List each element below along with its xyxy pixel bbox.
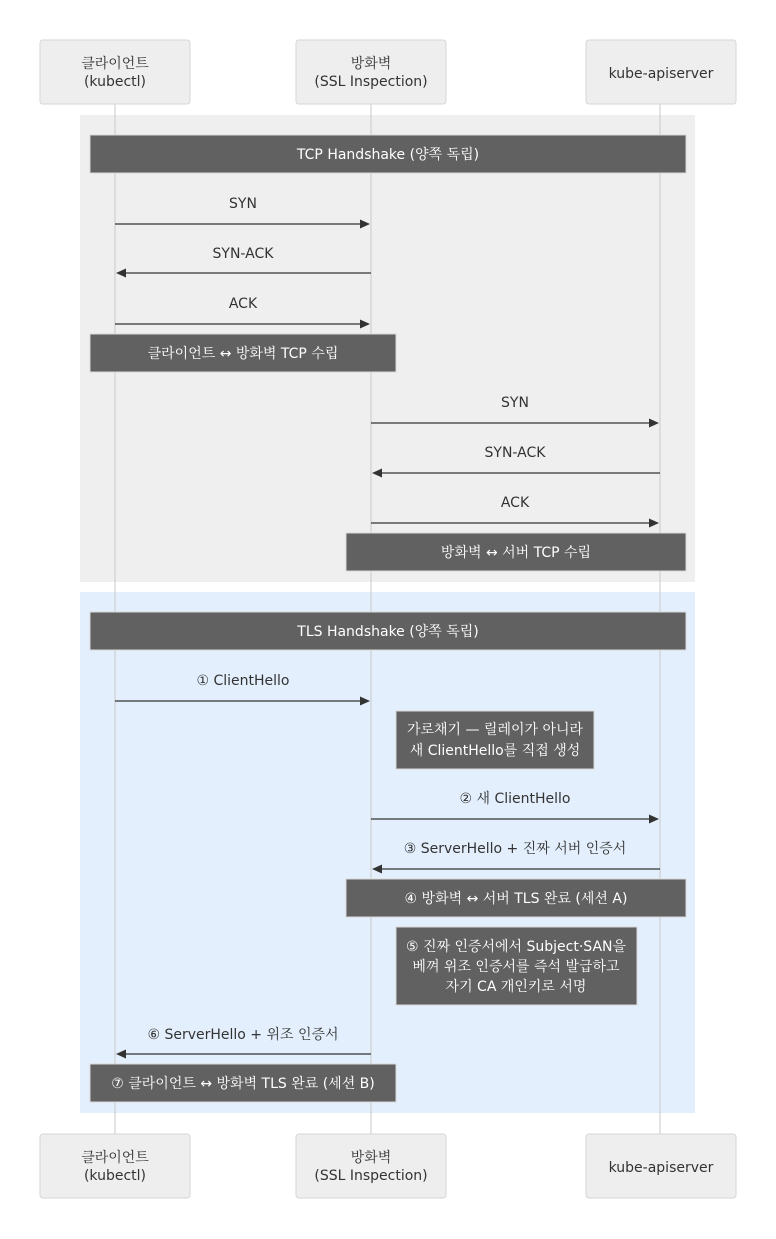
tcp-section-header [90, 135, 686, 173]
note-tls-session-b [90, 1064, 396, 1102]
note-tcp-firewall-server [346, 533, 686, 571]
actor-client-top-name: 클라이언트 [81, 56, 149, 72]
note-tls-intercept [396, 711, 594, 769]
actor-firewall-bottom-subtitle: (SSL Inspection) [314, 1168, 428, 1184]
actor-client-bottom-name: 클라이언트 [81, 1150, 149, 1166]
message-label: SYN [501, 395, 529, 411]
note-text: ⑤ 진짜 인증서에서 Subject·SAN을 [405, 939, 627, 955]
message-tls-serverhello-real [372, 840, 660, 874]
actor-client-bottom [40, 1134, 190, 1198]
actor-firewall-top-subtitle: (SSL Inspection) [314, 74, 428, 90]
note-text: 새 ClientHello를 직접 생성 [409, 743, 581, 759]
message-label: ACK [500, 495, 530, 511]
note-text: ⑦ 클라이언트 ↔ 방화벽 TLS 완료 (세션 B) [111, 1076, 375, 1092]
actor-firewall-top [296, 40, 446, 104]
actor-client-top-subtitle: (kubectl) [83, 74, 147, 90]
note-tls-forge-cert [396, 927, 637, 1005]
actor-client-top [40, 40, 190, 104]
message-label: ① ClientHello [196, 673, 290, 689]
message-label: ACK [228, 296, 258, 312]
tcp-section-header-text: TCP Handshake (양쪽 독립) [296, 147, 480, 163]
message-label: ③ ServerHello + 진짜 서버 인증서 [403, 841, 627, 857]
message-tls-serverhello-forged [116, 1026, 371, 1059]
message-label: ② 새 ClientHello [459, 791, 571, 807]
message-label: ⑥ ServerHello + 위조 인증서 [147, 1027, 339, 1043]
actor-client-bottom-subtitle: (kubectl) [83, 1168, 147, 1184]
note-text: 자기 CA 개인키로 서명 [445, 979, 587, 995]
note-text: 클라이언트 ↔ 방화벽 TCP 수립 [147, 346, 339, 362]
actor-server-bottom-name: kube-apiserver [608, 1160, 714, 1176]
note-text: ④ 방화벽 ↔ 서버 TLS 완료 (세션 A) [404, 891, 628, 907]
actor-server-bottom [586, 1134, 736, 1198]
actor-server-top-name: kube-apiserver [608, 66, 714, 82]
message-label: SYN-ACK [212, 246, 274, 262]
actor-firewall-bottom-name: 방화벽 [350, 1150, 392, 1166]
message-label: SYN [229, 196, 257, 212]
actor-firewall-top-name: 방화벽 [350, 56, 392, 72]
actor-server-top [586, 40, 736, 104]
actor-firewall-bottom [296, 1134, 446, 1198]
tls-section-header [90, 612, 686, 650]
tls-section-header-text: TLS Handshake (양쪽 독립) [297, 624, 479, 640]
note-text: 베껴 위조 인증서를 즉석 발급하고 [412, 959, 620, 975]
note-tls-session-a [346, 879, 686, 917]
note-tcp-client-firewall [90, 334, 396, 372]
note-text: 방화벽 ↔ 서버 TCP 수립 [440, 545, 592, 561]
note-text: 가로채기 — 릴레이가 아니라 [406, 722, 584, 738]
message-label: SYN-ACK [484, 445, 546, 461]
